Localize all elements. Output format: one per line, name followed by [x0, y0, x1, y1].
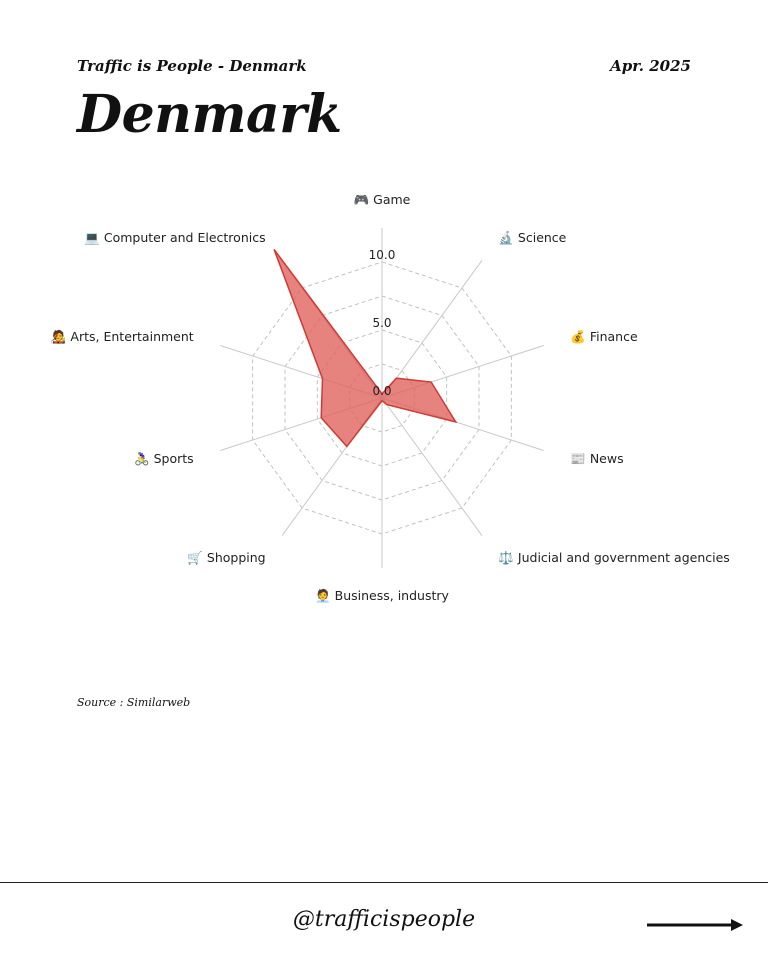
- header-date: Apr. 2025: [610, 57, 691, 75]
- series-area: [274, 249, 456, 446]
- tick-label: 10.0: [368, 248, 396, 262]
- axis-label: 🧑‍💼 Business, industry: [315, 588, 449, 603]
- tick-label: 0.0: [372, 384, 392, 398]
- axis-label: 🔬 Science: [498, 229, 567, 245]
- axis-label: 🧑‍🎤 Arts, Entertainment: [50, 328, 194, 344]
- social-handle[interactable]: @trafficispeople: [292, 907, 476, 932]
- axis-label: ⚖️ Judicial and government agencies: [498, 550, 730, 566]
- footer-divider: [0, 882, 768, 883]
- tick-label: 5.0: [372, 316, 392, 330]
- radar-series: [274, 249, 456, 446]
- axis-label: 🎮 Game: [353, 192, 411, 207]
- axis-label: 🚴‍♀️ Sports: [134, 451, 194, 467]
- axis-label: 🛒 Shopping: [187, 550, 266, 566]
- axis-label: 💰 Finance: [570, 328, 638, 344]
- radar-chart: [0, 190, 768, 610]
- axis-label: 📰 News: [570, 451, 624, 467]
- axis-line: [382, 260, 482, 398]
- page-title: Denmark: [77, 84, 342, 145]
- axis-line: [382, 398, 482, 536]
- header-subtitle: Traffic is People - Denmark: [77, 57, 307, 75]
- axis-label: 💻 Computer and Electronics: [84, 229, 266, 245]
- source-note: Source : Similarweb: [77, 696, 191, 709]
- next-arrow-icon[interactable]: [645, 915, 745, 935]
